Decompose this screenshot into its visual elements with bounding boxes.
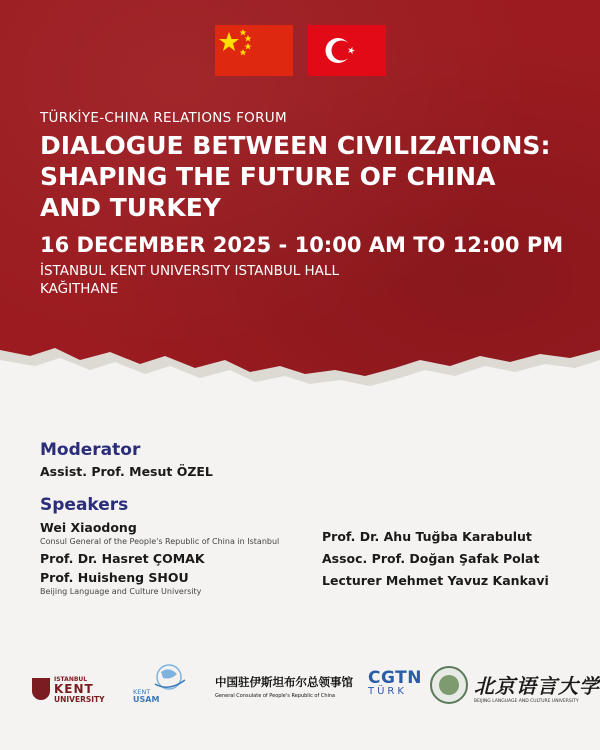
moderator-heading: Moderator	[40, 440, 141, 460]
speaker-affiliation: Consul General of the People's Republic of China in Istanbul	[40, 537, 280, 546]
event-title-line: DIALOGUE BETWEEN CIVILIZATIONS:	[40, 131, 551, 160]
blcu-seal-icon	[430, 666, 468, 704]
speakers-heading: Speakers	[40, 495, 129, 515]
logo-text: BEIJING LANGUAGE AND CULTURE UNIVERSITY	[474, 699, 579, 704]
globe-icon	[151, 662, 187, 692]
cgtn-turk-logo	[368, 668, 422, 697]
china-flag-icon	[215, 25, 293, 76]
logo-text: 中国驻伊斯坦布尔总领事馆	[215, 675, 353, 689]
event-venue	[40, 262, 339, 298]
kent-university-logo	[32, 666, 127, 706]
forum-name: TÜRKİYE-CHINA RELATIONS FORUM	[40, 110, 287, 126]
logo-text: ISTANBUL	[54, 676, 88, 683]
logo-text: KENT	[133, 688, 151, 696]
event-title	[40, 130, 580, 223]
event-date: 16 DECEMBER 2025 - 10:00 AM TO 12:00 PM	[40, 233, 564, 257]
consulate-logo	[215, 674, 360, 699]
moderator-name: Assist. Prof. Mesut ÖZEL	[40, 464, 213, 479]
speaker-name: Lecturer Mehmet Yavuz Kankavi	[322, 573, 549, 588]
logo-text: KENT	[54, 682, 94, 696]
kent-shield-icon	[32, 678, 50, 700]
venue-line: İSTANBUL KENT UNIVERSITY ISTANBUL HALL	[40, 263, 339, 279]
speaker-name: Wei Xiaodong	[40, 520, 137, 535]
speaker-name: Prof. Huisheng SHOU	[40, 570, 189, 585]
speaker-affiliation: Beijing Language and Culture University	[40, 587, 202, 596]
speaker-name: Assoc. Prof. Doğan Şafak Polat	[322, 551, 540, 566]
logo-text: 北京语言大学	[474, 674, 600, 698]
speaker-name: Prof. Dr. Hasret ÇOMAK	[40, 551, 205, 566]
venue-line: KAĞITHANE	[40, 281, 119, 297]
event-title-line: AND TURKEY	[40, 193, 221, 222]
blcu-logo	[474, 670, 600, 704]
logo-text: UNIVERSITY	[54, 695, 105, 704]
logo-text: General Consulate of People's Republic of China	[215, 693, 336, 699]
turkey-flag-icon	[308, 25, 386, 76]
logo-text: TÜRK	[368, 686, 407, 697]
sponsor-logos	[0, 660, 600, 720]
event-title-line: SHAPING THE FUTURE OF CHINA	[40, 162, 496, 191]
kent-usam-logo	[133, 660, 193, 710]
logo-text: CGTN	[368, 668, 422, 688]
speaker-name: Prof. Dr. Ahu Tuğba Karabulut	[322, 529, 532, 544]
torn-paper-edge	[0, 330, 600, 420]
logo-text: USAM	[133, 695, 160, 704]
